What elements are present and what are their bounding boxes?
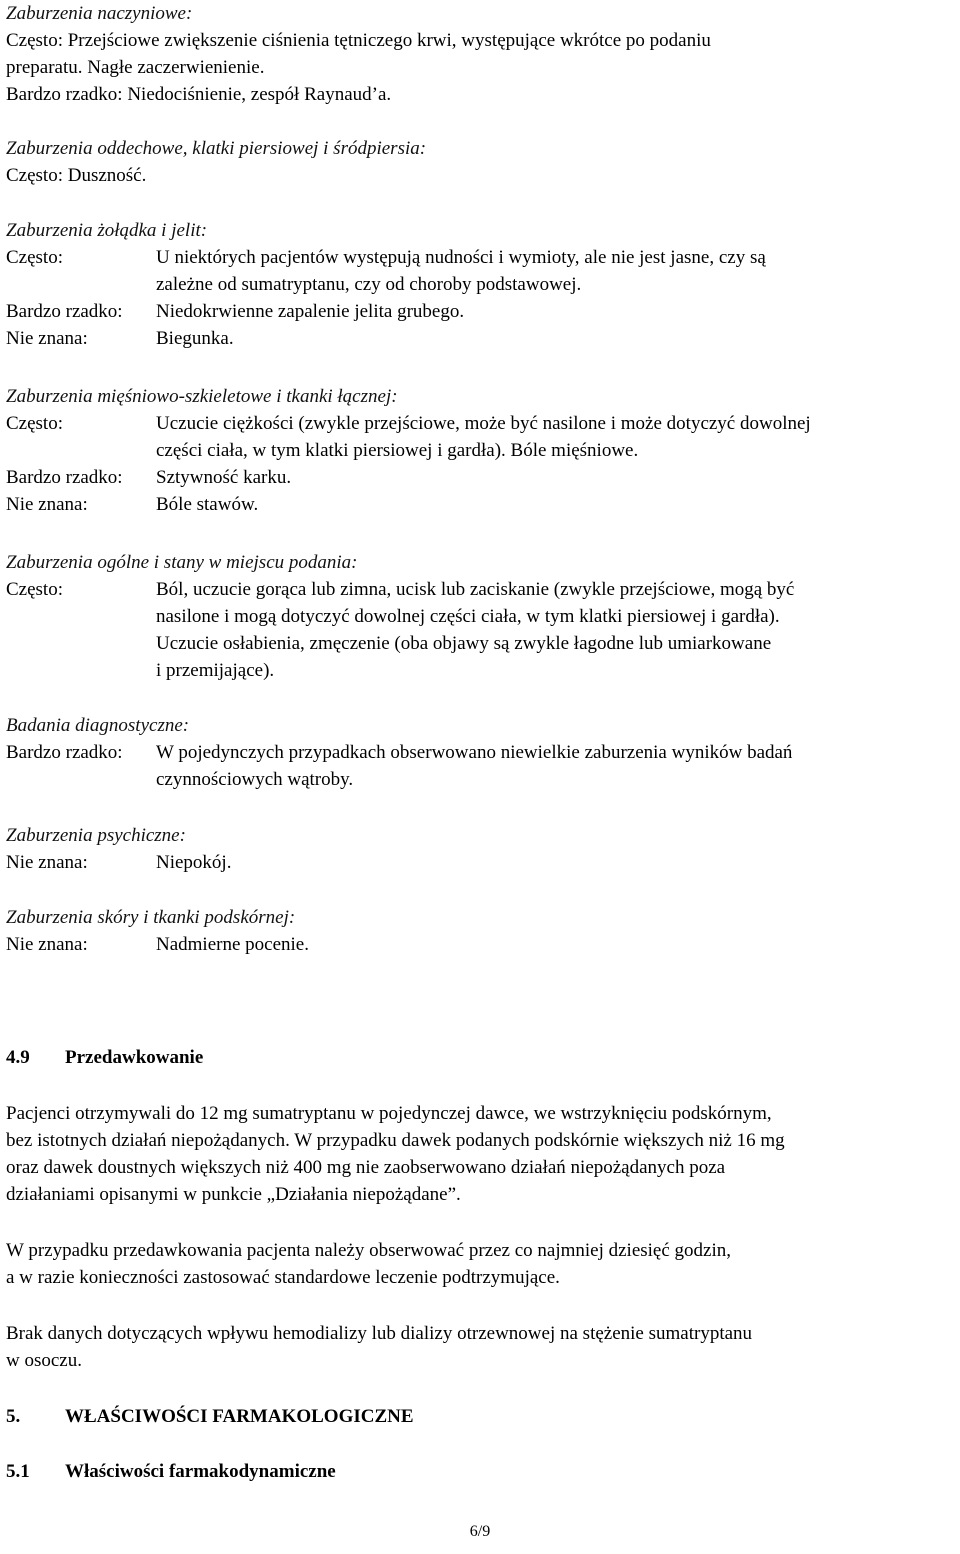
frequency-row <box>6 325 960 352</box>
frequency-text <box>156 739 960 793</box>
frequency-label: Bardzo rzadko: <box>6 467 123 488</box>
frequency-row <box>6 849 960 876</box>
paragraph-overdose-management <box>6 1237 731 1291</box>
text-line: nasilone i mogą dotyczyć dowolnej części ciała, w tym klatki piersiowej i gardła). <box>156 606 780 627</box>
text-line: działaniami opisanymi w punkcie „Działania niepożądane”. <box>6 1184 461 1205</box>
text-line: oraz dawek doustnych większych niż 400 mg nie zaobserwowano działań niepożądanych poza <box>6 1157 726 1178</box>
text-line: czynnościowych wątroby. <box>156 769 354 790</box>
frequency-label: Nie znana: <box>6 934 88 955</box>
frequency-label: Nie znana: <box>6 328 88 349</box>
text-line: bez istotnych działań niepożądanych. W przypadku dawek podanych podskórnie większych niż 16 mg <box>6 1130 785 1151</box>
heading-pharmacological-properties <box>6 1403 414 1430</box>
heading-number: 5.1 <box>6 1461 30 1482</box>
section-gastrointestinal <box>6 217 960 352</box>
section-respiratory <box>6 135 426 189</box>
frequency-text: Niepokój. <box>156 852 232 873</box>
page-number: 6/9 <box>469 1523 491 1540</box>
frequency-label: Często: <box>6 413 63 434</box>
frequency-text: Sztywność karku. <box>156 467 292 488</box>
text-line: Często: Przejściowe zwiększenie ciśnienia tętniczego krwi, występujące wkrótce po podaniu <box>6 30 711 51</box>
paragraph-overdose-doses <box>6 1100 785 1208</box>
text-line: Ból, uczucie gorąca lub zimna, ucisk lub zaciskanie (zwykle przejściowe, mogą być <box>156 579 795 600</box>
frequency-row <box>6 931 960 958</box>
text-line: w osoczu. <box>6 1350 82 1371</box>
text-line: i przemijające). <box>156 660 275 681</box>
text-line: U niektórych pacjentów występują nudności i wymioty, ale nie jest jasne, czy są <box>156 247 766 268</box>
frequency-label: Często: <box>6 579 63 600</box>
frequency-text: Niedokrwienne zapalenie jelita grubego. <box>156 301 465 322</box>
section-vascular <box>6 0 711 108</box>
section-title: Badania diagnostyczne: <box>6 715 190 736</box>
text-line: Brak danych dotyczących wpływu hemodializy lub dializy otrzewnowej na stężenie sumatryptanu <box>6 1323 753 1344</box>
frequency-text <box>156 244 960 298</box>
section-investigations <box>6 712 960 793</box>
text-line: Uczucie osłabienia, zmęczenie (oba objawy są zwykle łagodne lub umiarkowane <box>156 633 772 654</box>
section-psychiatric <box>6 822 960 876</box>
text-line: części ciała, w tym klatki piersiowej i gardła). Bóle mięśniowe. <box>156 440 639 461</box>
text-line: Uczucie ciężkości (zwykle przejściowe, może być nasilone i może dotyczyć dowolnej <box>156 413 811 434</box>
frequency-label: Bardzo rzadko: <box>6 301 123 322</box>
heading-text: WŁAŚCIWOŚCI FARMAKOLOGICZNE <box>65 1406 414 1427</box>
frequency-row <box>6 410 960 464</box>
frequency-label: Bardzo rzadko: <box>6 742 123 763</box>
heading-text: Właściwości farmakodynamiczne <box>65 1461 336 1482</box>
heading-pharmacodynamic-properties <box>6 1458 336 1485</box>
heading-text: Przedawkowanie <box>65 1047 204 1068</box>
section-general <box>6 549 960 684</box>
section-title: Zaburzenia oddechowe, klatki piersiowej i śródpiersia: <box>6 138 427 159</box>
section-title: Zaburzenia naczyniowe: <box>6 3 193 24</box>
heading-overdose <box>6 1044 203 1071</box>
frequency-row <box>6 298 960 325</box>
frequency-row <box>6 491 960 518</box>
heading-number: 5. <box>6 1406 21 1427</box>
section-musculoskeletal <box>6 383 960 518</box>
frequency-label: Nie znana: <box>6 494 88 515</box>
frequency-text <box>156 576 960 684</box>
text-line: preparatu. Nagłe zaczerwienienie. <box>6 57 265 78</box>
frequency-row <box>6 244 960 298</box>
frequency-text: Bóle stawów. <box>156 494 259 515</box>
section-title: Zaburzenia żołądka i jelit: <box>6 220 208 241</box>
frequency-text: Biegunka. <box>156 328 234 349</box>
text-line: a w razie konieczności zastosować standardowe leczenie podtrzymujące. <box>6 1267 560 1288</box>
frequency-text <box>156 410 960 464</box>
heading-number: 4.9 <box>6 1047 30 1068</box>
section-skin <box>6 904 960 958</box>
frequency-label: Nie znana: <box>6 852 88 873</box>
text-line: zależne od sumatryptanu, czy od choroby podstawowej. <box>156 274 582 295</box>
section-title: Zaburzenia ogólne i stany w miejscu podania: <box>6 552 358 573</box>
text-line: Pacjenci otrzymywali do 12 mg sumatryptanu w pojedynczej dawce, we wstrzyknięciu podskórnym, <box>6 1103 772 1124</box>
section-title: Zaburzenia skóry i tkanki podskórnej: <box>6 907 296 928</box>
text-line: W przypadku przedawkowania pacjenta należy obserwować przez co najmniej dziesięć godzin, <box>6 1240 732 1261</box>
text-line: W pojedynczych przypadkach obserwowano niewielkie zaburzenia wyników badań <box>156 742 793 763</box>
text-line: Bardzo rzadko: Niedociśnienie, zespół Raynaud’a. <box>6 84 392 105</box>
frequency-label: Często: <box>6 247 63 268</box>
frequency-row <box>6 739 960 793</box>
text-line: Często: Duszność. <box>6 165 147 186</box>
frequency-row <box>6 464 960 491</box>
frequency-text: Nadmierne pocenie. <box>156 934 309 955</box>
paragraph-dialysis <box>6 1320 752 1374</box>
frequency-row <box>6 576 960 684</box>
section-title: Zaburzenia psychiczne: <box>6 825 186 846</box>
section-title: Zaburzenia mięśniowo-szkieletowe i tkanki łącznej: <box>6 386 398 407</box>
